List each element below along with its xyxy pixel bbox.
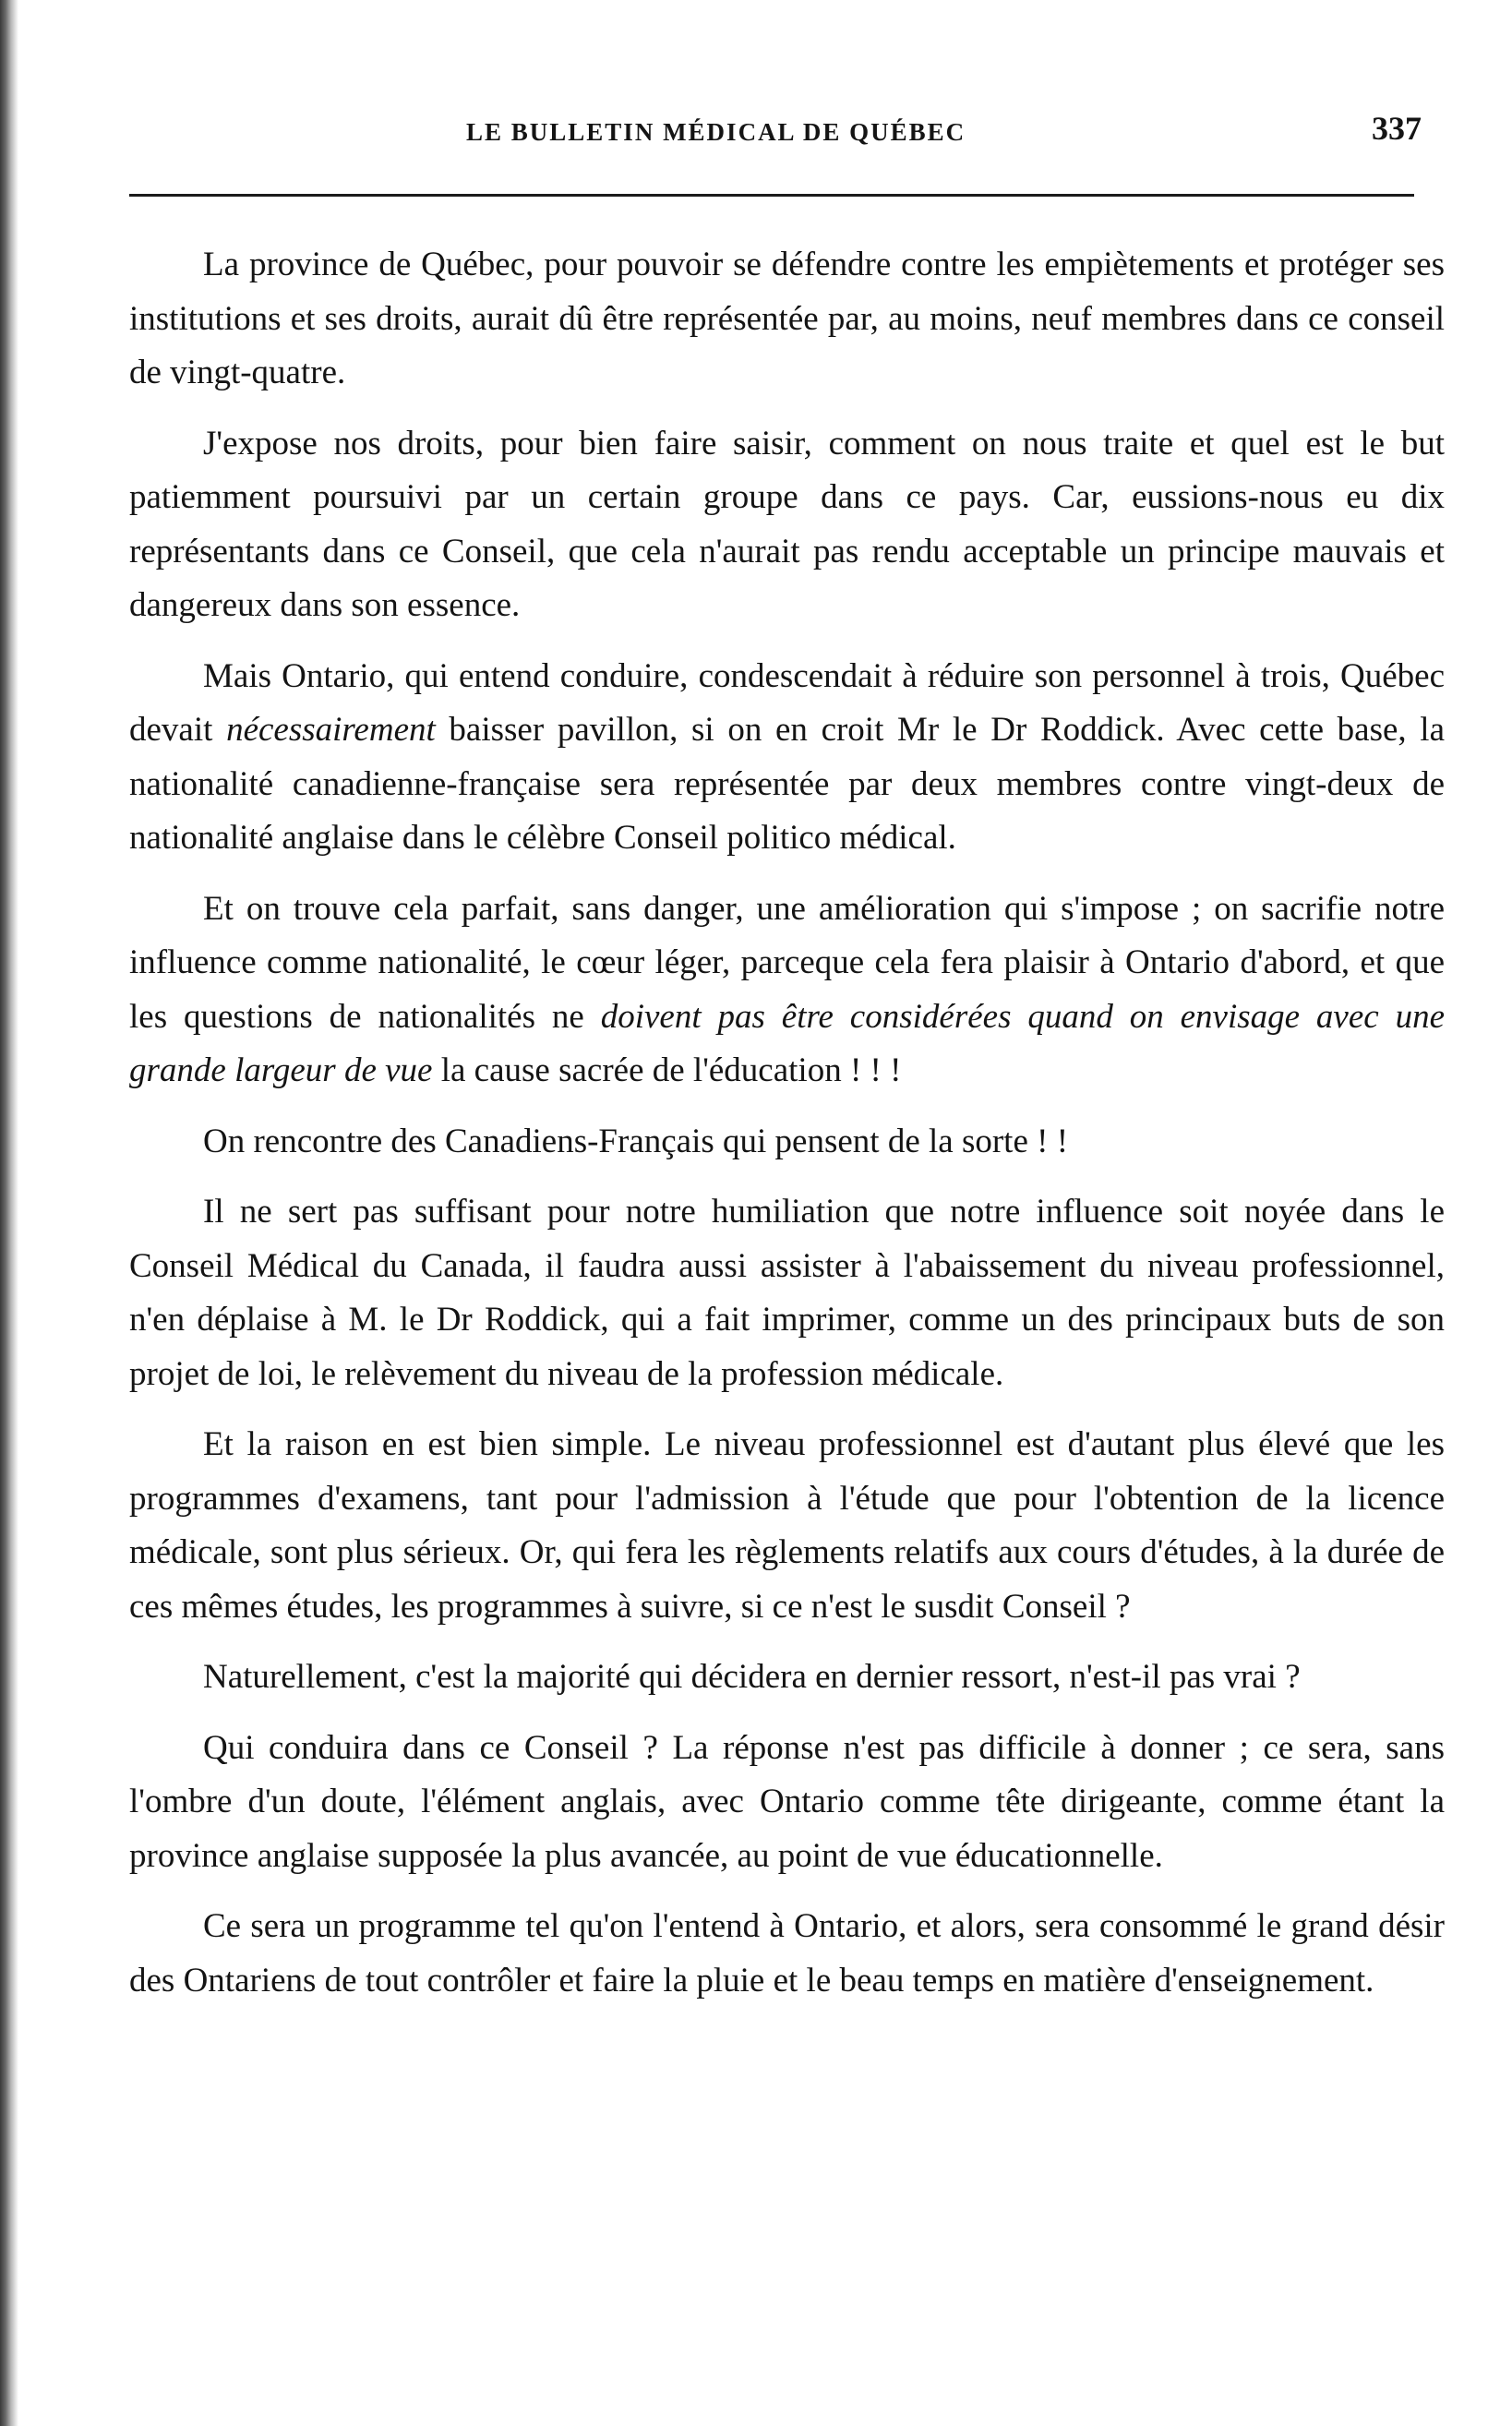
paragraph-8: Naturellement, c'est la majorité qui décidera en dernier ressort, n'est-il pas vrai ? xyxy=(203,1658,1301,1696)
paragraph-6: Il ne sert pas suffisant pour notre humiliation que notre influence soit noyée dans le Conseil Médical du Canada, il faudra aussi assister à l'abaissement du niveau professionnel, n'en déplaise à M. le Dr Roddick, qui a fait imprimer, comme un des principaux buts de son projet de loi, le relèvement du niveau de la profession médicale. xyxy=(129,1193,1445,1393)
paragraph-3-text-after: baisser pavillon, si on en croit Mr le Dr Roddick. Avec cette base, la nationalité canadienne-française sera représentée par deux membres contre vingt-deux de nationalité anglaise dans le célèbre Conseil politico médical. xyxy=(129,711,1445,857)
paragraph-3-text-before: Mais Ontario, qui entend conduire, condescendait à réduire son personnel à trois, Québec devait xyxy=(129,656,1445,749)
page-number: 337 xyxy=(1372,110,1422,147)
journal-title: LE BULLETIN MÉDICAL DE QUÉBEC xyxy=(466,118,966,146)
paragraph-5: On rencontre des Canadiens-Français qui pensent de la sorte ! ! xyxy=(203,1122,1069,1160)
running-head xyxy=(129,109,1422,164)
paragraph-3-italic: nécessairement xyxy=(226,711,436,749)
page-binding-edge xyxy=(0,0,18,2426)
paragraph-4-italic: doivent pas être considérées quand on envisage avec une grande largeur de vue xyxy=(129,997,1445,1089)
header-rule xyxy=(129,194,1414,197)
paragraph-1: La province de Québec, pour pouvoir se défendre contre les empiètements et protéger ses institutions et ses droits, aurait dû être représentée par, au moins, neuf membres dans ce conseil de vingt-quatre. xyxy=(129,246,1445,391)
paragraph-2: J'expose nos droits, pour bien faire saisir, comment on nous traite et quel est le but patiemment poursuivi par un certain groupe dans ce pays. Car, eussions-nous eu dix représentants dans ce Conseil, que cela n'aurait pas rendu acceptable un principe mauvais et dangereux dans son essence. xyxy=(129,424,1445,624)
paragraph-10: Ce sera un programme tel qu'on l'entend à Ontario, et alors, sera consommé le grand désir des Ontariens de tout contrôler et faire la pluie et le beau temps en matière d'enseignement. xyxy=(129,1907,1445,2000)
paragraph-7: Et la raison en est bien simple. Le niveau professionnel est d'autant plus élevé que les programmes d'examens, tant pour l'admission à l'étude que pour l'obtention de la licence médicale, sont plus sérieux. Or, qui fera les règlements relatifs aux cours d'études, à la durée de ces mêmes études, les programmes à suivre, si ce n'est le susdit Conseil ? xyxy=(129,1425,1445,1626)
paragraph-9: Qui conduira dans ce Conseil ? La réponse n'est pas difficile à donner ; ce sera, sans l'ombre d'un doute, l'élément anglais, avec Ontario comme tête dirigeante, comme étant la province anglaise supposée la plus avancée, au point de vue éducationnelle. xyxy=(129,1728,1445,1875)
paragraph-4-text-after: la cause sacrée de l'éducation ! ! ! xyxy=(432,1051,902,1089)
paragraph-4-text-before: Et on trouve cela parfait, sans danger, une amélioration qui s'impose ; on sacrifie notre influence comme nationalité, le cœur léger, parceque cela fera plaisir à Ontario d'abord, et que les questions de nationalités ne xyxy=(129,889,1445,1036)
article-body xyxy=(129,238,1445,2024)
paragraph-3 xyxy=(129,650,1445,866)
paragraph-4 xyxy=(129,883,1445,1099)
